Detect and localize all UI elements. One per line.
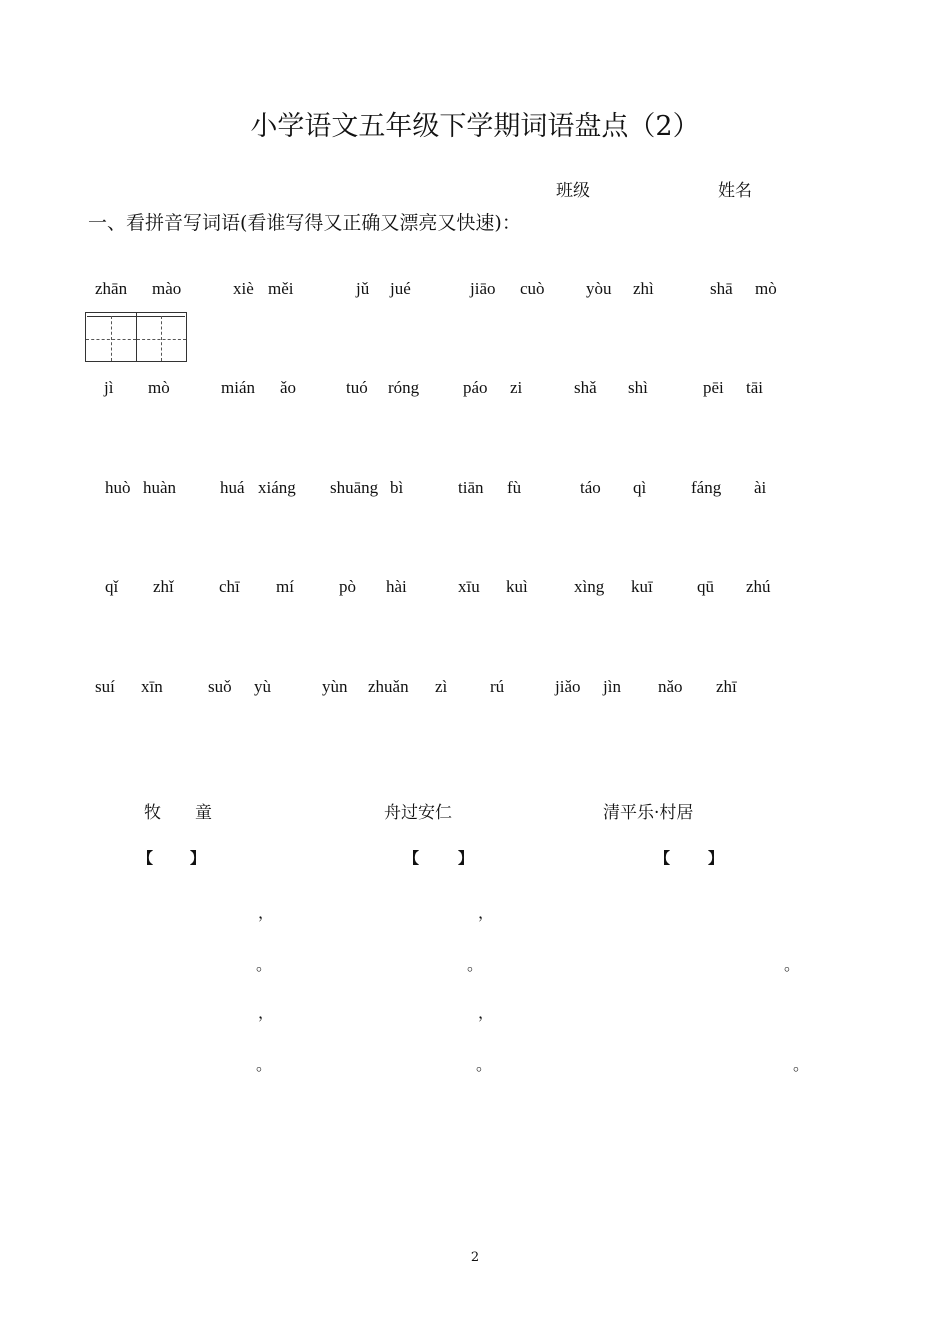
- pinyin: ài: [754, 478, 767, 497]
- pinyin: cuò: [520, 279, 545, 298]
- pinyin: huò: [105, 478, 131, 497]
- pinyin: suí: [95, 677, 115, 696]
- pinyin: mí: [276, 577, 294, 596]
- pinyin: kuī: [631, 577, 653, 596]
- pinyin: táo: [580, 478, 601, 497]
- pinyin: shā: [710, 279, 733, 298]
- pinyin: xiè: [233, 279, 254, 298]
- pinyin: jiǎo: [555, 677, 581, 696]
- page-title: 小学语文五年级下学期词语盘点（2）: [250, 111, 700, 142]
- pinyin: fù: [507, 478, 522, 497]
- writing-grid: [85, 312, 187, 362]
- pinyin: páo: [463, 378, 488, 397]
- poem-period: 。: [784, 955, 801, 974]
- pinyin: bì: [390, 478, 404, 497]
- poem-period: 。: [256, 955, 273, 974]
- pinyin: xìng: [574, 577, 605, 596]
- pinyin: mào: [152, 279, 182, 298]
- poem-title-zhouguoanren: 舟过安仁: [384, 803, 452, 823]
- pinyin: jiāo: [470, 279, 496, 298]
- pinyin: xiáng: [258, 478, 296, 497]
- pinyin: fáng: [691, 478, 722, 497]
- pinyin: qì: [633, 478, 647, 497]
- pinyin: pēi: [703, 378, 724, 397]
- pinyin: shì: [628, 378, 648, 397]
- pinyin: zì: [435, 677, 448, 696]
- pinyin: jì: [104, 378, 114, 397]
- pinyin: mián: [221, 378, 255, 397]
- pinyin: kuì: [506, 577, 528, 596]
- pinyin: zi: [510, 378, 523, 397]
- pinyin: tāi: [746, 378, 763, 397]
- pinyin: huá: [220, 478, 245, 497]
- pinyin: nǎo: [658, 677, 683, 696]
- poem-period: 。: [476, 1055, 493, 1074]
- author-bracket-open: 【: [138, 849, 154, 867]
- pinyin: ǎo: [280, 378, 297, 397]
- pinyin: yù: [254, 677, 271, 696]
- poem-title-qingpingle: 清平乐·村居: [603, 803, 694, 823]
- writing-cell: [86, 313, 136, 361]
- pinyin: zhān: [95, 279, 128, 298]
- pinyin: jǔ: [356, 279, 370, 298]
- pinyin: mò: [148, 378, 170, 397]
- author-bracket-open: 【: [404, 849, 420, 867]
- pinyin: zhuǎn: [368, 677, 409, 696]
- pinyin: tuó: [346, 378, 368, 397]
- pinyin: xīu: [458, 577, 480, 596]
- pinyin: yòu: [586, 279, 612, 298]
- section-heading-1: 一、看拼音写词语(看谁写得又正确又漂亮又快速)：: [88, 212, 521, 234]
- pinyin: zhú: [746, 577, 771, 596]
- poem-comma: ，: [258, 903, 275, 922]
- author-bracket-close: 】: [190, 849, 206, 867]
- class-label: 班级: [556, 181, 590, 201]
- poem-period: 。: [256, 1055, 273, 1074]
- pinyin: mò: [755, 279, 777, 298]
- author-bracket-close: 】: [458, 849, 474, 867]
- author-bracket-close: 】: [708, 849, 724, 867]
- poem-period: 。: [793, 1055, 810, 1074]
- page-number: 2: [470, 1250, 480, 1265]
- pinyin: rú: [490, 677, 505, 696]
- name-label: 姓名: [718, 181, 752, 201]
- pinyin: xīn: [141, 677, 163, 696]
- pinyin: suǒ: [208, 677, 232, 696]
- pinyin: qǐ: [105, 577, 119, 596]
- poem-comma: ，: [478, 1003, 495, 1022]
- pinyin: zhǐ: [153, 577, 174, 596]
- pinyin: huàn: [143, 478, 177, 497]
- poem-comma: ，: [258, 1003, 275, 1022]
- pinyin: yùn: [322, 677, 348, 696]
- pinyin: hài: [386, 577, 407, 596]
- pinyin: shuāng: [330, 478, 379, 497]
- poem-comma: ，: [478, 903, 495, 922]
- pinyin: róng: [388, 378, 420, 397]
- poem-period: 。: [467, 955, 484, 974]
- pinyin: shǎ: [574, 378, 597, 397]
- pinyin: zhī: [716, 677, 737, 696]
- pinyin: zhì: [633, 279, 654, 298]
- pinyin: jìn: [603, 677, 621, 696]
- pinyin: pò: [339, 577, 356, 596]
- pinyin: chī: [219, 577, 240, 596]
- writing-cell: [136, 313, 187, 361]
- pinyin: qū: [697, 577, 714, 596]
- poem-title-mutong: 牧 童: [144, 803, 212, 823]
- pinyin: měi: [268, 279, 294, 298]
- author-bracket-open: 【: [655, 849, 671, 867]
- pinyin: jué: [390, 279, 411, 298]
- pinyin: tiān: [458, 478, 484, 497]
